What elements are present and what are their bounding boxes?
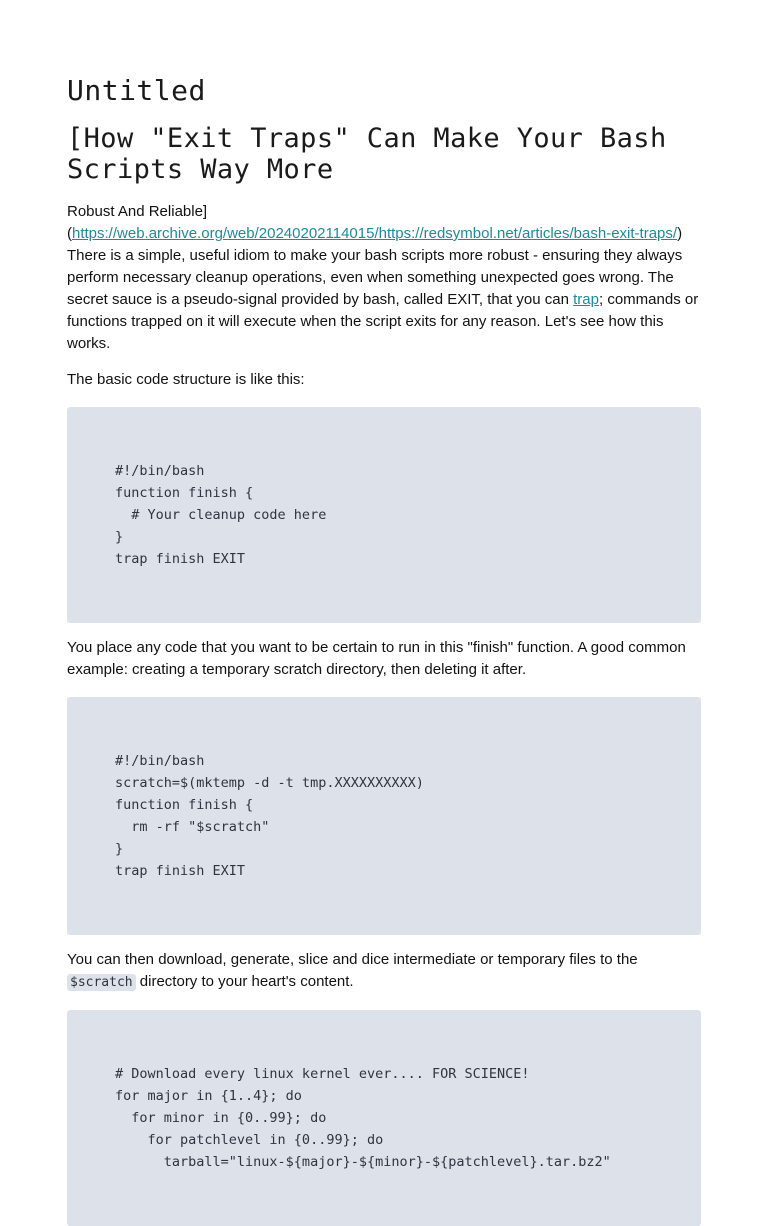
scratch-paragraph [67,949,701,994]
intro-text-2: ; commands or functions trapped on it will execute when the script exits for any reason. Let's see how this works. [67,291,699,352]
code-line: } [115,841,124,857]
code-line: #!/bin/bash [115,753,205,769]
intro-text-1: There is a simple, useful idiom to make your bash scripts more robust - ensuring they always perform necessary cleanup operations, even when something unexpected goes wrong. The secret sauce is a pseudo-signal provided by bash, called EXIT, that you can [67,247,683,308]
code-line: tarball="linux-${major}-${minor}-${patchlevel}.tar.bz2" [115,1154,611,1170]
code-line: # Your cleanup code here [115,507,327,523]
finish-paragraph: You place any code that you want to be certain to run in this "finish" function. A good common example: creating a temporary scratch directory, then deleting it after. [67,639,686,678]
paren-close: ) [677,225,683,242]
scratch-inline-code: $scratch [67,974,136,991]
structure-paragraph: The basic code structure is like this: [67,371,305,388]
paren-open: ( [67,225,72,242]
code-line: scratch=$(mktemp -d -t tmp.XXXXXXXXXX) [115,775,424,791]
code-line: #!/bin/bash [115,463,205,479]
intro-paragraph [67,245,701,355]
document-title: Untitled [67,74,206,107]
code-block-2 [67,697,701,935]
article-body [67,201,701,1226]
code-line: for patchlevel in {0..99}; do [115,1132,384,1148]
code-line: } [115,529,124,545]
source-link[interactable]: https://web.archive.org/web/20240202114015/https://redsymbol.net/articles/bash-exit-traps/ [72,225,678,242]
code-line: trap finish EXIT [115,863,246,879]
title-continued: Robust And Reliable] [67,203,208,220]
article-title: [How "Exit Traps" Can Make Your Bash Scripts Way More [67,123,667,185]
trap-link[interactable]: trap [573,291,599,308]
code-line: # Download every linux kernel ever.... FOR SCIENCE! [115,1066,530,1082]
scratch-text-1: You can then download, generate, slice and dice intermediate or temporary files to the [67,951,638,968]
source-link-line [67,223,701,245]
code-block-1 [67,407,701,623]
code-line: trap finish EXIT [115,551,246,567]
scratch-text-2: directory to your heart's content. [135,973,354,990]
code-line: function finish { [115,485,254,501]
code-line: for minor in {0..99}; do [115,1110,327,1126]
code-line: for major in {1..4}; do [115,1088,302,1104]
code-line: rm -rf "$scratch" [115,819,270,835]
code-block-3 [67,1010,701,1226]
code-line: function finish { [115,797,254,813]
